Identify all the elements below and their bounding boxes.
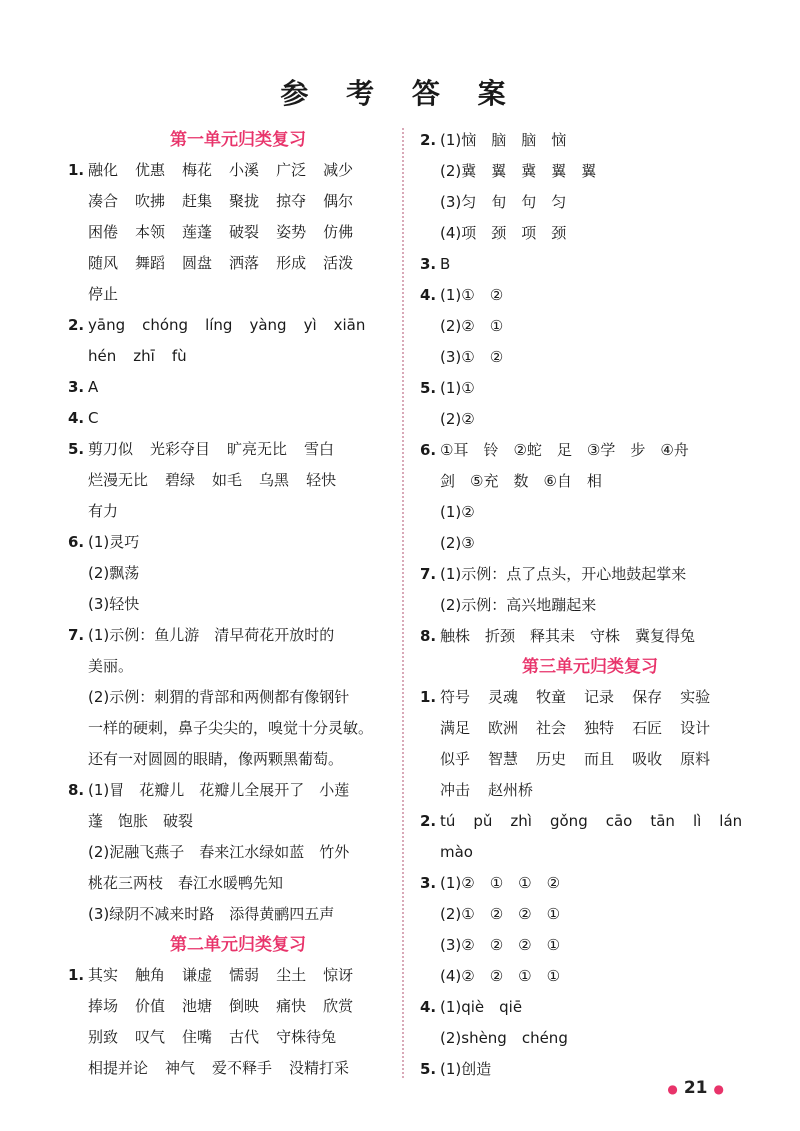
answer-line: (1)创造: [440, 1060, 492, 1078]
answer-word: 没精打采: [289, 1059, 350, 1077]
answer-line: (3)绿阴不减来时路 添得黄鹂四五声: [88, 905, 335, 923]
item-number: 1.: [420, 688, 437, 706]
answer-word: mào: [440, 843, 473, 861]
answer-item: [420, 868, 760, 992]
answer-word: 碧绿: [165, 471, 196, 489]
item-number: 5.: [68, 440, 85, 458]
answer-line: [88, 434, 408, 465]
answer-line: ①耳 铃 ②蛇 足 ③学 步 ④舟: [440, 441, 689, 459]
answer-item: [68, 620, 408, 775]
answer-word: 社会: [536, 719, 567, 737]
answer-line: 一样的硬刺，鼻子尖尖的，嗅觉十分灵敏。: [88, 719, 374, 737]
answer-word: 而且: [584, 750, 615, 768]
answer-line: 蓬 饱胀 破裂: [88, 812, 194, 830]
answer-word: 困倦: [88, 223, 119, 241]
answer-word: 牧童: [536, 688, 567, 706]
answer-line: [440, 713, 760, 744]
answer-word: 如毛: [212, 471, 243, 489]
answer-line: [88, 465, 408, 496]
answer-word: 雪白: [304, 440, 335, 458]
answer-item: [420, 621, 760, 652]
answer-word: 痛快: [276, 997, 307, 1015]
answer-line: [88, 1053, 408, 1084]
answer-text: A: [88, 378, 99, 396]
answer-word: 满足: [440, 719, 471, 737]
answer-line: (2)① ② ② ①: [440, 905, 561, 923]
answer-line: (2)示例：刺猬的背部和两侧都有像钢针: [88, 688, 350, 706]
answer-line: 剑 ⑤充 数 ⑥自 相: [440, 472, 602, 490]
answer-word: 舞蹈: [135, 254, 166, 272]
answer-item: [68, 310, 408, 372]
answer-word: 旷亮无比: [227, 440, 288, 458]
section-title-unit-1: 第一单元归类复习: [170, 130, 306, 150]
answer-word: hén: [88, 347, 117, 365]
answer-line: [88, 248, 408, 279]
answer-line: 美丽。: [88, 657, 134, 675]
answer-line: (2)飘荡: [88, 564, 140, 582]
item-number: 6.: [420, 441, 437, 459]
answer-word: 历史: [536, 750, 567, 768]
answer-word: 优惠: [135, 161, 166, 179]
item-number: 6.: [68, 533, 85, 551]
answer-word: 设计: [680, 719, 711, 737]
answer-word: 符号: [440, 688, 471, 706]
answer-item: [68, 434, 408, 527]
answer-word: tú: [440, 812, 456, 830]
answer-item: [420, 435, 760, 559]
answer-item: [420, 249, 760, 280]
answer-lines: [88, 620, 408, 775]
item-number: 1.: [68, 161, 85, 179]
answer-line: [88, 186, 408, 217]
answer-item: [68, 960, 408, 1084]
page-number: [661, 1078, 730, 1098]
answer-line: (1)qiè qiē: [440, 998, 523, 1016]
item-number: 3.: [420, 874, 437, 892]
answer-line: (3)轻快: [88, 595, 140, 613]
answer-line: (2)③: [440, 534, 475, 552]
answer-line: [88, 496, 408, 527]
answer-word: 光彩夺目: [150, 440, 211, 458]
answer-item: [420, 280, 760, 373]
page-number-text: 21: [683, 1078, 708, 1098]
answer-word: 活泼: [323, 254, 354, 272]
item-number: 2.: [68, 316, 85, 334]
answer-line: (2)示例：高兴地蹦起来: [440, 596, 597, 614]
answer-word: 欧洲: [488, 719, 519, 737]
answer-line: (2)② ①: [440, 317, 504, 335]
word-list: [88, 960, 408, 1084]
answer-word: 懦弱: [229, 966, 260, 984]
answer-word: 偶尔: [323, 192, 354, 210]
answer-line: (1)恼 脑 脑 恼: [440, 131, 567, 149]
answer-line: [88, 155, 408, 186]
answer-word: 惊讶: [323, 966, 354, 984]
answer-word: fù: [171, 347, 187, 365]
item-number: 2.: [420, 812, 437, 830]
answer-line: (2)冀 翼 冀 翼 翼: [440, 162, 597, 180]
answer-word: 掠夺: [276, 192, 307, 210]
word-list: [88, 155, 408, 310]
answer-word: 谦虚: [182, 966, 213, 984]
answer-text: B: [440, 255, 451, 273]
answer-word: 赵州桥: [488, 781, 534, 799]
section-title-unit-2: 第二单元归类复习: [170, 935, 306, 955]
answer-word: 小溪: [229, 161, 260, 179]
item-number: 7.: [68, 626, 85, 644]
answer-line: (1)② ① ① ②: [440, 874, 561, 892]
left-column: [68, 125, 408, 1084]
word-list: [440, 682, 760, 806]
answer-word: 池塘: [182, 997, 213, 1015]
answer-word: 乌黑: [259, 471, 290, 489]
answer-word: 智慧: [488, 750, 519, 768]
answer-line: (4)② ② ① ①: [440, 967, 561, 985]
answer-word: 欣赏: [323, 997, 354, 1015]
section-title-unit-3: 第三单元归类复习: [522, 657, 658, 677]
answer-lines: [440, 559, 760, 621]
answer-word: 尘土: [276, 966, 307, 984]
item-number: 3.: [420, 255, 437, 273]
answer-lines: [440, 435, 760, 559]
answer-word: 独特: [584, 719, 615, 737]
answer-line: [88, 960, 408, 991]
answer-word: 仿佛: [323, 223, 354, 241]
answer-word: 触角: [135, 966, 166, 984]
answer-lines: [440, 992, 760, 1054]
right-column: [420, 125, 760, 1085]
answer-word: 灵魂: [488, 688, 519, 706]
answer-line: [88, 279, 408, 310]
answer-word: zhì: [510, 812, 532, 830]
answer-line: (1)示例：鱼儿游 清早荷花开放时的: [88, 626, 335, 644]
answer-line: (2)shèng chéng: [440, 1029, 568, 1047]
answer-word: 古代: [229, 1028, 260, 1046]
item-number: 5.: [420, 1060, 437, 1078]
answer-word: lán: [719, 812, 743, 830]
answer-word: 有力: [88, 502, 119, 520]
answer-line: (4)项 颈 项 颈: [440, 224, 567, 242]
page-title: 参 考 答 案: [280, 77, 520, 110]
item-number: 8.: [68, 781, 85, 799]
answer-lines: [440, 125, 760, 249]
item-number: 3.: [68, 378, 85, 396]
answer-word: 本领: [135, 223, 166, 241]
item-number: 8.: [420, 627, 437, 645]
answer-word: 爱不释手: [212, 1059, 273, 1077]
answer-word: 圆盘: [182, 254, 213, 272]
answer-line: (1)示例：点了点头，开心地鼓起掌来: [440, 565, 687, 583]
answer-word: pǔ: [473, 812, 493, 830]
pinyin-list: [88, 310, 408, 372]
answer-item: [420, 559, 760, 621]
answer-word: yì: [303, 316, 317, 334]
answer-item: [420, 373, 760, 435]
answer-line: [440, 837, 760, 868]
answer-word: 聚拢: [229, 192, 260, 210]
answer-item: [420, 806, 760, 868]
answer-line: [88, 217, 408, 248]
answer-line: [440, 806, 760, 837]
answer-word: 姿势: [276, 223, 307, 241]
answer-line: [440, 744, 760, 775]
answer-item: [68, 372, 408, 403]
answer-line: (1)②: [440, 503, 475, 521]
answer-word: xiān: [333, 316, 366, 334]
answer-word: 相提并论: [88, 1059, 149, 1077]
item-number: 1.: [68, 966, 85, 984]
answer-line: (1)①: [440, 379, 475, 397]
answer-word: 洒落: [229, 254, 260, 272]
answer-word: gǒng: [549, 812, 588, 830]
answer-line: (1)① ②: [440, 286, 504, 304]
item-number: 4.: [68, 409, 85, 427]
answer-item: [68, 155, 408, 310]
answer-word: 吹拂: [135, 192, 166, 210]
answer-word: lì: [692, 812, 702, 830]
answer-word: 实验: [680, 688, 711, 706]
answer-line: [88, 341, 408, 372]
answer-lines: [440, 280, 760, 373]
answer-word: 冲击: [440, 781, 471, 799]
answer-line: (2)②: [440, 410, 475, 428]
answer-lines: [88, 775, 408, 930]
answer-item: [68, 403, 408, 434]
answer-word: 其实: [88, 966, 119, 984]
answer-item: [68, 527, 408, 620]
item-number: 5.: [420, 379, 437, 397]
bullet-dot-icon: ●: [713, 1082, 724, 1096]
pinyin-list: [440, 806, 760, 868]
answer-word: 神气: [165, 1059, 196, 1077]
answer-line: (1)冒 花瓣儿 花瓣儿全展开了 小莲: [88, 781, 350, 799]
answer-line: [88, 1022, 408, 1053]
item-number: 4.: [420, 998, 437, 1016]
answer-word: 融化: [88, 161, 119, 179]
answer-word: yāng: [88, 316, 126, 334]
answer-word: 石匠: [632, 719, 663, 737]
answer-word: 梅花: [182, 161, 213, 179]
answer-word: 形成: [276, 254, 307, 272]
answer-item: [68, 775, 408, 930]
answer-line: (3)匀 旬 句 匀: [440, 193, 567, 211]
item-number: 4.: [420, 286, 437, 304]
answer-word: 随风: [88, 254, 119, 272]
answer-line: (2)泥融飞燕子 春来江水绿如蓝 竹外: [88, 843, 350, 861]
answer-lines: [440, 868, 760, 992]
answer-line: [88, 991, 408, 1022]
answer-line: (3)① ②: [440, 348, 504, 366]
answer-word: 轻快: [306, 471, 337, 489]
answer-word: 住嘴: [182, 1028, 213, 1046]
answer-word: 保存: [632, 688, 663, 706]
answer-text: C: [88, 409, 99, 427]
answer-line: [440, 682, 760, 713]
answer-word: zhī: [133, 347, 155, 365]
answer-word: 破裂: [229, 223, 260, 241]
answer-word: 守株待兔: [276, 1028, 337, 1046]
answer-line: [440, 775, 760, 806]
answer-word: 吸收: [632, 750, 663, 768]
answer-word: 记录: [584, 688, 615, 706]
answer-text: 触株 折颈 释其耒 守株 冀复得兔: [440, 627, 696, 645]
answer-word: 叹气: [135, 1028, 166, 1046]
answer-line: (3)② ② ② ①: [440, 936, 561, 954]
word-list: [88, 434, 408, 527]
answer-word: 捧场: [88, 997, 119, 1015]
answer-item: [420, 682, 760, 806]
answer-line: (1)灵巧: [88, 533, 140, 551]
answer-word: chóng: [142, 316, 189, 334]
answer-word: cāo: [605, 812, 633, 830]
answer-word: 倒映: [229, 997, 260, 1015]
answer-line: 还有一对圆圆的眼睛，像两颗黑葡萄。: [88, 750, 344, 768]
answer-word: 别致: [88, 1028, 119, 1046]
answer-line: [88, 310, 408, 341]
answer-word: 赶集: [182, 192, 213, 210]
answer-lines: [440, 373, 760, 435]
answer-word: 广泛: [276, 161, 307, 179]
answer-word: 似乎: [440, 750, 471, 768]
answer-word: tān: [650, 812, 675, 830]
answer-word: 烂漫无比: [88, 471, 149, 489]
item-number: 7.: [420, 565, 437, 583]
bullet-dot-icon: ●: [667, 1082, 678, 1096]
answer-lines: [88, 527, 408, 620]
answer-line: 桃花三两枝 春江水暖鸭先知: [88, 874, 284, 892]
answer-word: 价值: [135, 997, 166, 1015]
answer-word: líng: [205, 316, 233, 334]
answer-word: yàng: [249, 316, 287, 334]
answer-word: 剪刀似: [88, 440, 134, 458]
answer-item: [420, 992, 760, 1054]
answer-word: 凑合: [88, 192, 119, 210]
answer-word: 莲蓬: [182, 223, 213, 241]
item-number: 2.: [420, 131, 437, 149]
answer-word: 原料: [680, 750, 711, 768]
answer-word: 减少: [323, 161, 354, 179]
answer-item: [420, 125, 760, 249]
answer-word: 停止: [88, 285, 119, 303]
